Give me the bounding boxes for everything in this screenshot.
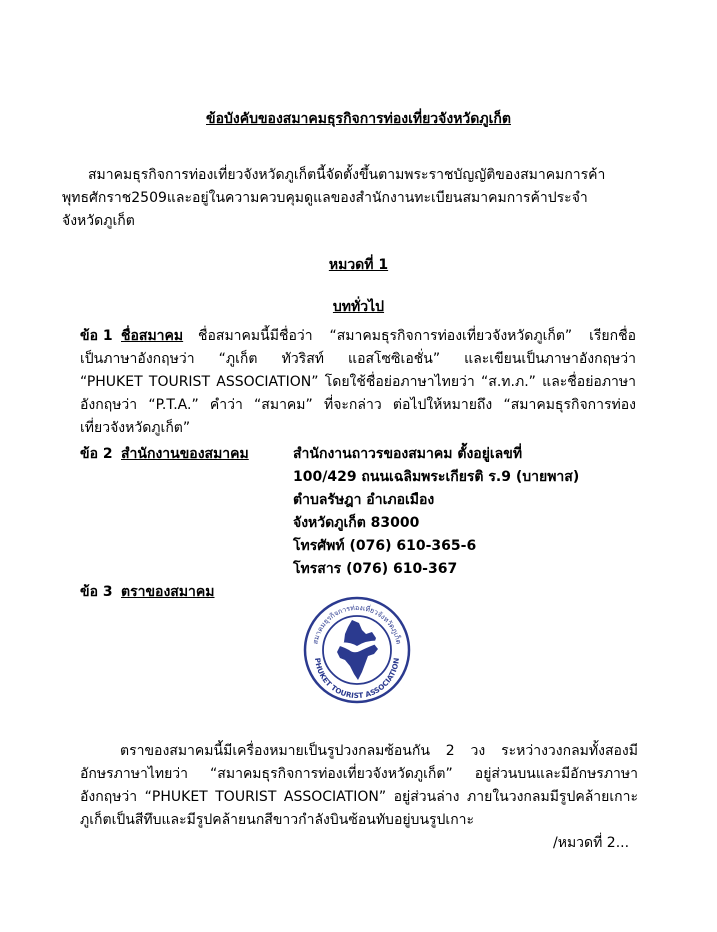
intro-line-2: พุทธศักราช2509และอยู่ในความควบคุมดูแลของสำนักงานทะเบียนสมาคมการค้าประจำ	[62, 190, 588, 206]
description-line-2: อักษรภาษาไทยว่า “สมาคมธุรกิจการท่องเที่ยวจังหวัดภูเก็ต” อยู่ส่วนบนและมีอักษรภาษา	[80, 766, 638, 782]
chapter-heading: หมวดที่ 1	[328, 257, 389, 273]
description-line-1: ตราของสมาคมนี้มีเครื่องหมายเป็นรูปวงกลมซ้อนกัน 2 วง ระหว่างวงกลมทั้งสองมี	[120, 743, 638, 759]
seal-english-text: PHUKET TOURIST ASSOCIATION	[312, 657, 402, 701]
seal-thai-text: สมาคมธุรกิจการท่องเที่ยวจังหวัดภูเก็ต	[311, 603, 403, 645]
article-1-line-4: อังกฤษว่า “P.T.A.” คำว่า “สมาคม” ที่จะกล่าว ต่อไปให้หมายถึง “สมาคมธุรกิจการท่อง	[80, 397, 636, 413]
article-1-line-1: ชื่อสมาคมนี้มีชื่อว่า “สมาคมธุรกิจการท่องเที่ยวจังหวัดภูเก็ต” เรียกชื่อ	[198, 328, 636, 344]
address-line-1: สำนักงานถาวรของสมาคม ตั้งอยู่เลขที่	[293, 446, 523, 462]
fax-line: โทรสาร (076) 610-367	[293, 561, 458, 577]
address-line-4: จังหวัดภูเก็ต 83000	[293, 515, 420, 531]
intro-line-3: จังหวัดภูเก็ต	[62, 213, 135, 229]
address-line-2: 100/429 ถนนเฉลิมพระเกียรติ ร.9 (บายพาส)	[293, 469, 580, 485]
article-1-line-3: “PHUKET TOURIST ASSOCIATION” โดยใช้ชื่อย่อภาษาไทยว่า “ส.ท.ภ.” และชื่อย่อภาษา	[80, 374, 636, 390]
description-line-4: ภูเก็ตเป็นสีทึบและมีรูปคล้ายนกสีขาวกำลังบินซ้อนทับอยู่บนรูปเกาะ	[80, 812, 475, 828]
section-heading: บททั่วไป	[332, 299, 385, 315]
intro-line-1: สมาคมธุรกิจการท่องเที่ยวจังหวัดภูเก็ตนี้จัดตั้งขึ้นตามพระราชบัญญัติของสมาคมการค้า	[88, 167, 606, 183]
article-2-heading: สำนักงานของสมาคม	[121, 446, 249, 462]
article-2-number: ข้อ 2	[80, 446, 113, 462]
description-line-3: อังกฤษว่า “PHUKET TOURIST ASSOCIATION” อยู่ส่วนล่าง ภายในวงกลมมีรูปคล้ายเกาะ	[80, 789, 638, 805]
article-3-number: ข้อ 3	[80, 584, 113, 600]
document-title: ข้อบังคับของสมาคมธุรกิจการท่องเที่ยวจังหวัดภูเก็ต	[206, 111, 511, 127]
association-seal-logo	[302, 594, 412, 706]
phone-line: โทรศัพท์ (076) 610-365-6	[293, 538, 477, 554]
continued-marker: /หมวดที่ 2...	[553, 835, 630, 851]
address-line-3: ตำบลรัษฎา อำเภอเมือง	[293, 492, 435, 508]
article-1-heading: ชื่อสมาคม	[121, 328, 184, 344]
article-1-number: ข้อ 1	[80, 328, 113, 344]
article-1-line-5: เที่ยวจังหวัดภูเก็ต”	[80, 420, 191, 436]
article-3-heading: ตราของสมาคม	[121, 584, 215, 600]
article-1-line-2: เป็นภาษาอังกฤษว่า “ภูเก็ต ทัวริสท์ แอสโซซิเอชั่น” และเขียนเป็นภาษาอังกฤษว่า	[80, 351, 636, 367]
